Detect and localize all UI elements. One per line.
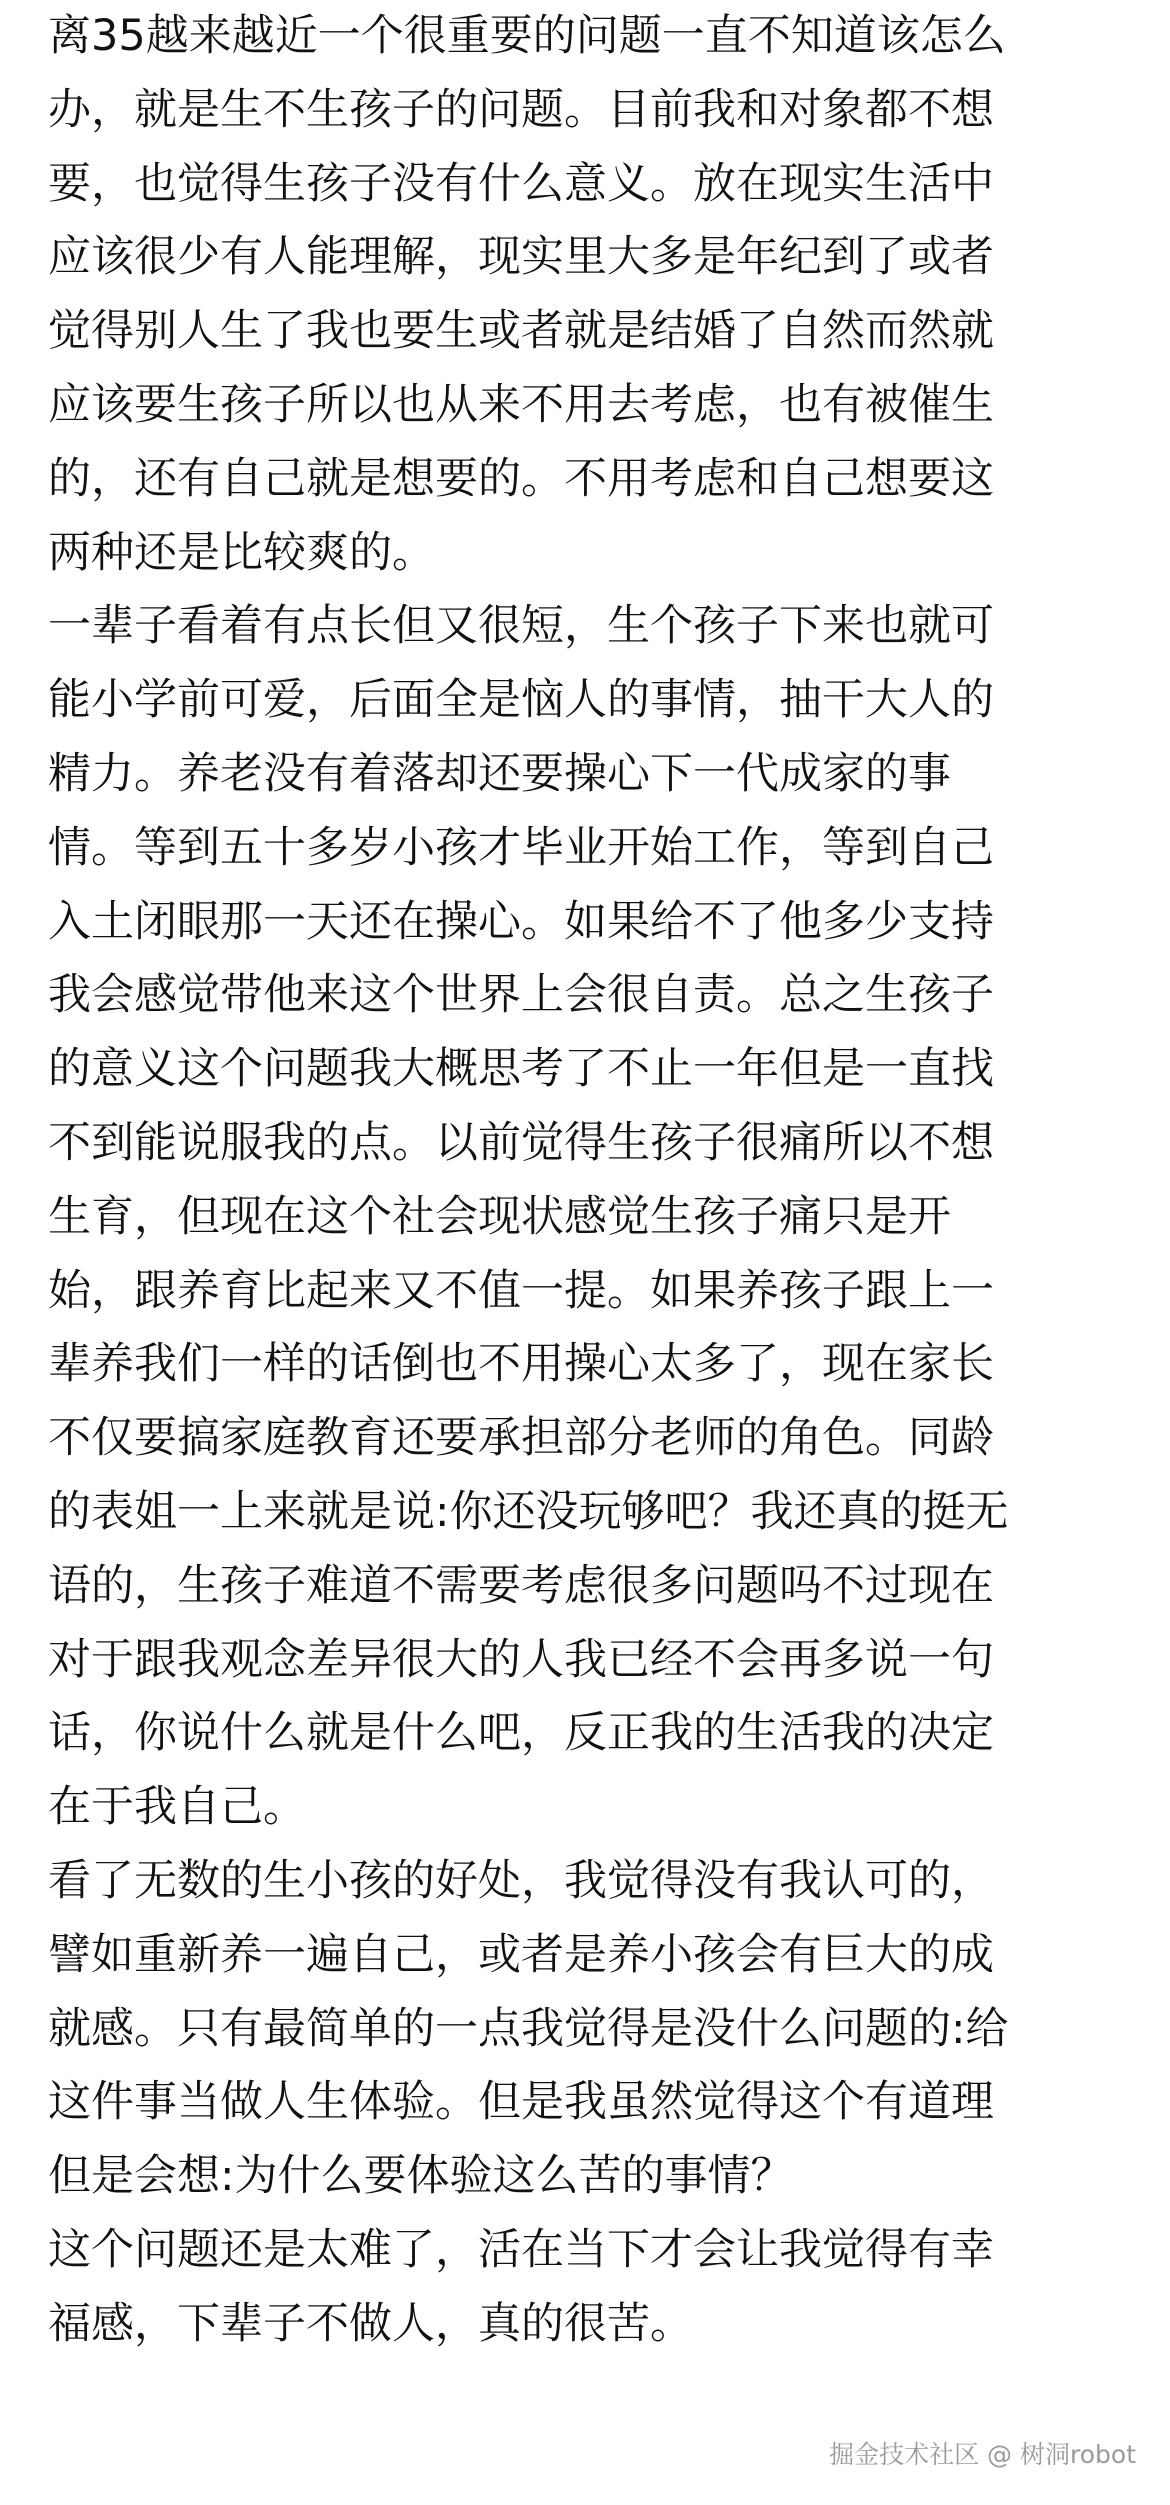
text-line: 精力。养老没有着落却还要操心下一代成家的事 — [48, 748, 951, 799]
text-line: 不到能说服我的点。以前觉得生孩子很痛所以不想 — [48, 1117, 994, 1168]
text-line: 始，跟养育比起来又不值一提。如果养孩子跟上一 — [48, 1265, 994, 1316]
text-line: 语的，生孩子难道不需要考虑很多问题吗不过现在 — [48, 1560, 994, 1611]
text-line: 的，还有自己就是想要的。不用考虑和自己想要这 — [48, 453, 994, 504]
text-line: 这个问题还是太难了，活在当下才会让我觉得有幸 — [48, 2224, 994, 2275]
watermark: 掘金技术社区 @ 树洞robot — [829, 2440, 1136, 2469]
text-line: 但是会想:为什么要体验这么苦的事情？ — [48, 2151, 794, 2202]
post-body — [48, 0, 1128, 2362]
text-line: 办，就是生不生孩子的问题。目前我和对象都不想 — [48, 84, 994, 135]
text-line: 譬如重新养一遍自己，或者是养小孩会有巨大的成 — [48, 1929, 994, 1980]
text-line: 两种还是比较爽的。 — [48, 527, 435, 578]
text-line: 我会感觉带他来这个世界上会很自责。总之生孩子 — [48, 970, 994, 1021]
text-line: 生育，但现在这个社会现状感觉生孩子痛只是开 — [48, 1191, 951, 1242]
text-line: 一辈子看着有点长但又很短，生个孩子下来也就可 — [48, 601, 994, 652]
text-line: 不仅要搞家庭教育还要承担部分老师的角色。同龄 — [48, 1413, 994, 1464]
text-line: 应该要生孩子所以也从来不用去考虑，也有被催生 — [48, 379, 994, 430]
text-line: 的意义这个问题我大概思考了不止一年但是一直找 — [48, 1044, 994, 1095]
text-line: 入土闭眼那一天还在操心。如果给不了他多少支持 — [48, 896, 994, 947]
text-line: 情。等到五十多岁小孩才毕业开始工作，等到自己 — [48, 822, 994, 873]
text-line: 这件事当做人生体验。但是我虽然觉得这个有道理 — [48, 2077, 994, 2128]
text-line: 觉得别人生了我也要生或者就是结婚了自然而然就 — [48, 306, 994, 357]
text-line: 话，你说什么就是什么吧，反正我的生活我的决定 — [48, 1708, 994, 1759]
text-line: 辈养我们一样的话倒也不用操心太多了，现在家长 — [48, 1339, 994, 1390]
text-line: 福感，下辈子不做人，真的很苦。 — [48, 2298, 693, 2349]
text-line: 就感。只有最简单的一点我觉得是没什么问题的:给 — [48, 2003, 1009, 2054]
text-line: 要，也觉得生孩子没有什么意义。放在现实生活中 — [48, 158, 994, 209]
text-line: 应该很少有人能理解，现实里大多是年纪到了或者 — [48, 232, 994, 283]
text-line: 能小学前可爱，后面全是恼人的事情，抽干大人的 — [48, 675, 994, 726]
text-line: 的表姐一上来就是说:你还没玩够吧？我还真的挺无 — [48, 1486, 1009, 1537]
text-line: 对于跟我观念差异很大的人我已经不会再多说一句 — [48, 1634, 994, 1685]
text-line: 离35越来越近一个很重要的问题一直不知道该怎么 — [48, 11, 1006, 61]
text-line: 看了无数的生小孩的好处，我觉得没有我认可的， — [48, 1855, 994, 1906]
text-line: 在于我自己。 — [48, 1782, 306, 1833]
